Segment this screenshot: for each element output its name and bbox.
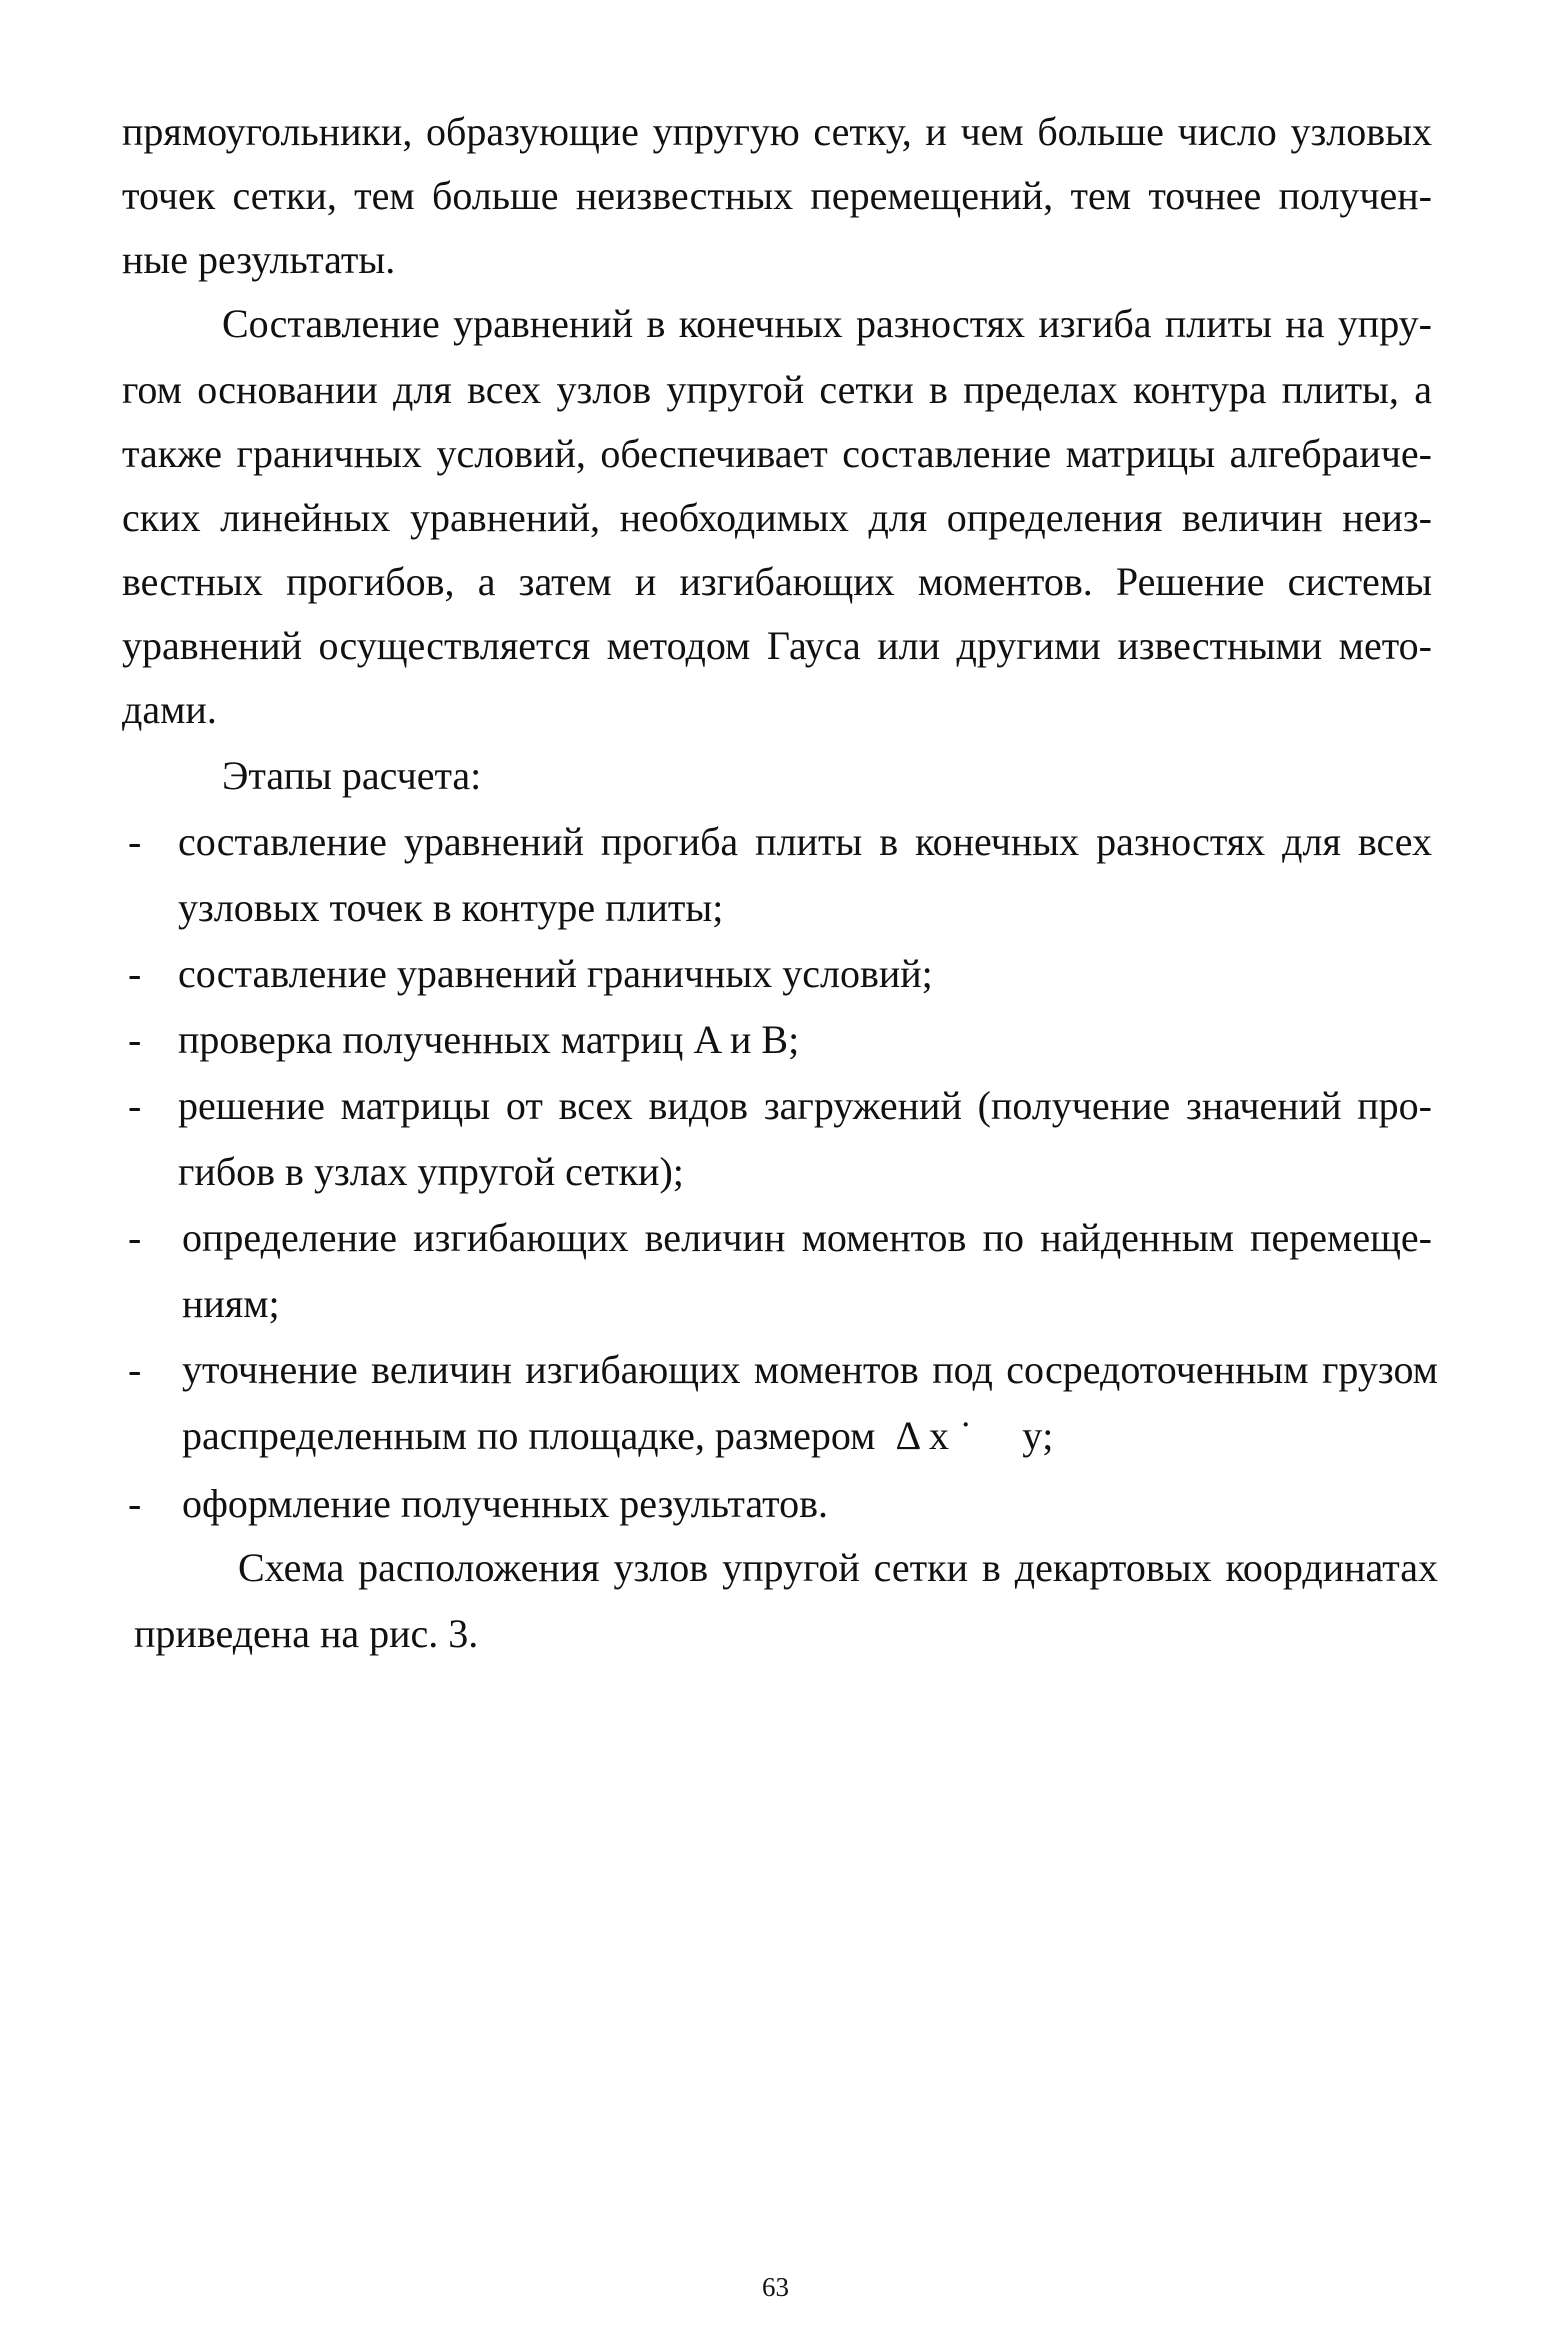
- list-item-continuation: ниям;: [182, 1281, 280, 1326]
- paragraph-2-line-7: дами.: [122, 687, 217, 732]
- list-bullet: -: [128, 819, 142, 864]
- list-item: проверка полученных матриц A и B;: [178, 1017, 800, 1062]
- paragraph-2-line-2: гом основании для всех узлов упругой сетки в пределах контура плиты, а: [122, 367, 1432, 412]
- paragraph-3-line-1: Схема расположения узлов упругой сетки в декартовых координатах: [238, 1545, 1438, 1590]
- list-bullet: -: [128, 1017, 142, 1062]
- list-bullet: -: [128, 1347, 142, 1392]
- list-item: решение матрицы от всех видов загружений (получение значений про-: [178, 1083, 1432, 1128]
- paragraph-2-line-5: вестных прогибов, а затем и изгибающих моментов. Решение системы: [122, 559, 1432, 604]
- list-item: составление уравнений прогиба плиты в конечных разностях для всех: [178, 819, 1432, 864]
- page-number: 63: [762, 2272, 789, 2302]
- steps-heading: Этапы расчета:: [222, 753, 482, 798]
- list-item: составление уравнений граничных условий;: [178, 951, 933, 996]
- list-bullet: -: [128, 1215, 142, 1260]
- list-bullet: -: [128, 951, 142, 996]
- list-item: уточнение величин изгибающих моментов под сосредоточенным грузом: [182, 1347, 1438, 1392]
- list-bullet: -: [128, 1481, 142, 1526]
- paragraph-2-line-1: Составление уравнений в конечных разностях изгиба плиты на упру-: [222, 301, 1432, 346]
- list-item-continuation: распределенным по площадке, размером Δ x ˙ y;: [182, 1413, 1054, 1458]
- list-item: оформление полученных результатов.: [182, 1481, 828, 1526]
- list-item: определение изгибающих величин моментов по найденным перемеще-: [182, 1215, 1432, 1260]
- list-item-continuation: узловых точек в контуре плиты;: [178, 885, 724, 930]
- list-item-continuation: гибов в узлах упругой сетки);: [178, 1149, 684, 1194]
- paragraph-1-line-1: прямоугольники, образующие упругую сетку, и чем больше число узловых: [122, 109, 1432, 154]
- list-bullet: -: [128, 1083, 142, 1128]
- paragraph-2-line-3: также граничных условий, обеспечивает составление матрицы алгебраиче-: [122, 431, 1432, 476]
- paragraph-2-line-4: ских линейных уравнений, необходимых для определения величин неиз-: [122, 495, 1432, 540]
- paragraph-1-line-2: точек сетки, тем больше неизвестных перемещений, тем точнее получен-: [122, 173, 1432, 218]
- paragraph-3-line-2: приведена на рис. 3.: [134, 1611, 479, 1656]
- paragraph-1-line-3: ные результаты.: [122, 237, 396, 282]
- paragraph-2-line-6: уравнений осуществляется методом Гауса или другими известными мето-: [122, 623, 1432, 668]
